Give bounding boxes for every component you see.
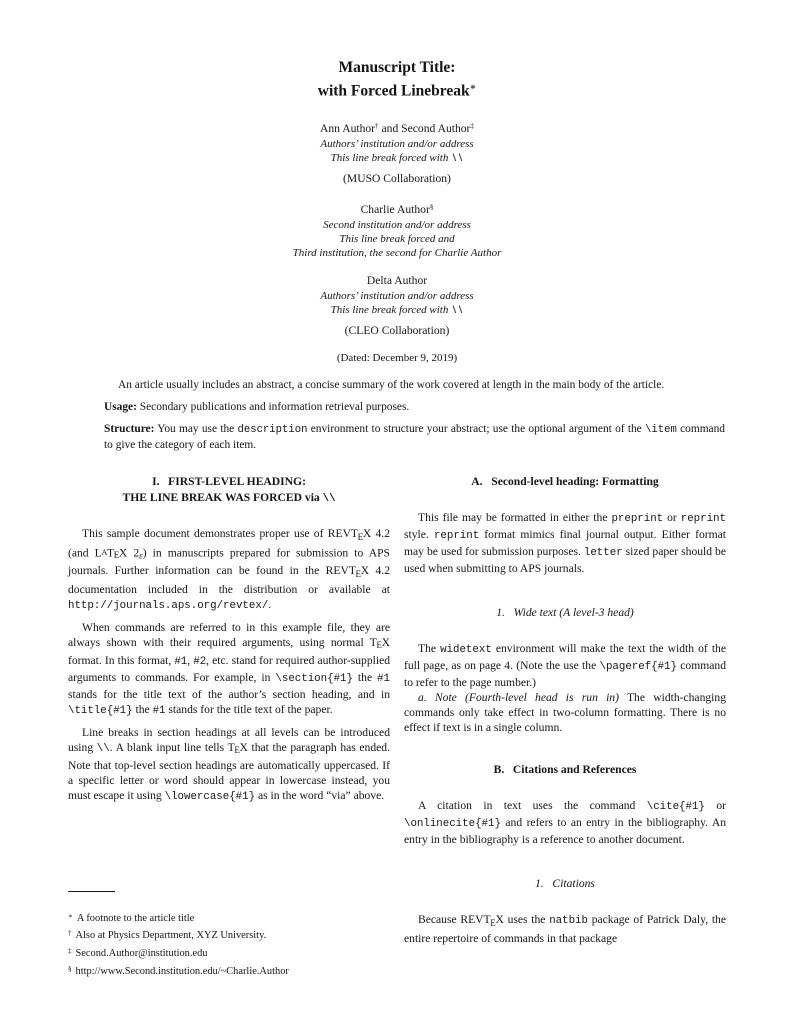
text-segment: \\: [96, 743, 110, 756]
text-segment: A. Second-level heading: Formatting: [471, 475, 659, 489]
text-segment: X format. In this format,: [68, 635, 390, 668]
text-segment: sized paper should be used when submitting to APS journals.: [404, 545, 726, 576]
text-segment: Second institution and/or address: [323, 219, 471, 232]
paragraph: [404, 798, 726, 847]
text-segment: Authors’ institution and/or address: [320, 290, 474, 303]
abstract-item: [104, 400, 725, 415]
text-segment: \\: [322, 493, 336, 506]
text-segment: #1: [377, 673, 390, 686]
footnote-entry: [68, 909, 390, 927]
author-group: [0, 273, 794, 338]
text-segment: Manuscript Title:: [338, 59, 456, 76]
text-segment: and refers to an entry in the bibliography. An entry in the bibliography is a reference to another document.: [404, 816, 726, 847]
text-segment: X 2: [118, 546, 140, 560]
collaboration-line: (CLEO Collaboration): [344, 324, 450, 338]
text-segment: \\: [451, 153, 464, 166]
text-segment: This file may be formatted in either the: [418, 511, 612, 525]
text-segment: #2: [193, 656, 207, 669]
text-segment: A: [101, 547, 108, 557]
text-segment: environment to structure your abstract; use the optional argument of the: [307, 423, 646, 436]
text-segment: ∗: [469, 82, 477, 93]
footnote-entry: [68, 944, 390, 962]
footnote-marker: ‡: [68, 946, 72, 955]
text-segment: ,: [187, 654, 194, 668]
paragraph: [68, 620, 390, 719]
text-segment: , etc. stand for required author-supplied arguments to commands. For example, in: [68, 654, 391, 685]
text-segment: X 4.2 (and L: [68, 527, 390, 560]
author-address-line: [0, 218, 794, 232]
text-segment: . A blank input line tells T: [109, 741, 235, 755]
abstract: [104, 378, 725, 453]
text-segment: style.: [404, 528, 434, 542]
footnote-marker: †: [68, 929, 72, 938]
text-segment: 1. Citations: [535, 877, 595, 891]
author-names: [0, 199, 794, 218]
text-segment: \onlinecite{#1}: [404, 818, 501, 831]
text-segment: stands for the title text of the author’s section heading, and in: [68, 688, 390, 702]
section-heading: [404, 474, 726, 490]
footnote-text: Second.Author@institution.edu: [75, 948, 208, 960]
footnote-rule: [68, 891, 115, 892]
text-segment: THE LINE BREAK WAS FORCED via: [122, 491, 323, 505]
author-group: [0, 118, 794, 186]
text-segment: Authors’ institution and/or address: [320, 138, 474, 151]
text-segment: E: [490, 917, 496, 928]
footnote-marker: §: [68, 964, 72, 973]
section-heading: [404, 876, 726, 892]
text-segment: \item: [645, 424, 677, 437]
title-line: [0, 78, 794, 101]
footnote-text: http://www.Second.institution.edu/~Charlie.Author: [75, 965, 289, 977]
paragraph: [68, 526, 390, 614]
text-segment: \section{#1}: [275, 673, 353, 686]
text-segment: Usage:: [104, 401, 137, 414]
text-segment: This line break forced and: [339, 233, 455, 246]
text-segment: E: [376, 640, 382, 651]
section-heading: [404, 762, 726, 778]
text-segment: X uses the: [495, 913, 550, 927]
text-segment: as in the word “via” above.: [255, 789, 385, 803]
text-segment: 1. Wide text (A level-3 head): [496, 606, 634, 620]
text-segment: Because REVT: [418, 913, 491, 927]
text-segment: This sample document demonstrates proper use of REVT: [82, 527, 359, 541]
collaboration-line: (MUSO Collaboration): [343, 172, 451, 186]
author-address-line: [0, 303, 794, 318]
text-segment: letter: [583, 547, 623, 560]
text-segment: X 4.2 documentation included in the distribution or available at: [68, 564, 390, 596]
footnote-entry: [68, 926, 390, 944]
text-segment: The width-changing commands only take effect in two-column formatting. There is no effect if text is in a single column.: [404, 691, 726, 735]
text-segment: a. Note (Fourth-level head is run in): [418, 691, 619, 705]
text-segment: or: [663, 511, 681, 525]
text-segment: This line break forced with: [330, 152, 452, 165]
text-segment: command to give the category of each item.: [104, 423, 725, 452]
text-segment: You may use the: [154, 423, 238, 436]
abstract-paragraph: [104, 378, 725, 393]
footnote-text: Also at Physics Department, XYZ University.: [75, 930, 267, 942]
text-segment: An article usually includes an abstract, a concise summary of the work covered at length in the main body of the article.: [118, 379, 665, 392]
paragraph: [404, 690, 726, 735]
text-segment: \pageref{#1}: [599, 661, 678, 674]
text-segment: http://journals.aps.org/revtex/: [68, 599, 269, 612]
text-segment: B. Citations and References: [493, 763, 637, 777]
footnotes: [68, 891, 390, 980]
text-segment: #1: [174, 656, 188, 669]
text-segment: †: [375, 122, 379, 131]
column-right: [404, 474, 726, 979]
text-segment: Line breaks in section headings at all levels can be introduced using: [68, 726, 390, 755]
text-segment: the: [352, 671, 378, 685]
text-segment: X that the paragraph has ended. Note that top-level section headings are automatically uppercased. If a specific letter or word should appear in lowercase instead, you must escape it using: [68, 741, 390, 803]
text-segment: description: [237, 424, 308, 437]
paragraph: [68, 725, 390, 805]
text-segment: E: [357, 531, 364, 542]
text-segment: \cite{#1}: [646, 801, 705, 814]
text-segment: command to refer to the page number.): [404, 659, 726, 690]
paper-title: [0, 58, 794, 101]
column-left: [68, 474, 390, 979]
text-segment: ) in manuscripts prepared for submission to APS journals. Further information can be found in the REVT: [68, 546, 390, 578]
text-segment: widetext: [440, 644, 492, 657]
text-segment: \title{#1}: [68, 705, 133, 718]
author-address-line: [0, 289, 794, 303]
text-segment: preprint: [611, 513, 664, 526]
text-segment: .: [268, 597, 272, 611]
text-segment: and Second Author: [378, 122, 471, 136]
author-group: [0, 199, 794, 260]
author-list: [0, 118, 794, 338]
text-segment: #1: [152, 705, 166, 718]
text-segment: E: [113, 550, 120, 561]
footnote-text: A footnote to the article title: [76, 912, 195, 924]
section-heading: [404, 605, 726, 621]
text-segment: reprint: [680, 513, 726, 526]
text-segment: Charlie Author: [360, 203, 430, 217]
author-names: [0, 118, 794, 137]
text-segment: Third institution, the second for Charlie Author: [292, 247, 502, 260]
heading-line: [404, 876, 726, 892]
author-address-line: [0, 246, 794, 260]
text-segment: ‡: [470, 122, 475, 131]
text-segment: the: [132, 703, 153, 717]
abstract-items: [104, 400, 725, 453]
text-segment: The: [418, 642, 441, 656]
title-line: [0, 58, 794, 78]
text-segment: stands for the title text of the paper.: [165, 703, 333, 717]
heading-line: [68, 474, 390, 490]
paragraph: [404, 510, 726, 576]
text-segment: This line break forced with: [330, 304, 452, 317]
text-segment: or: [704, 799, 726, 813]
footnote-marker: ∗: [68, 911, 73, 920]
text-segment: T: [106, 546, 115, 560]
text-segment: When commands are referred to in this example file, they are always shown with their required arguments, using normal T: [68, 620, 390, 649]
author-address-line: [0, 137, 794, 151]
author-address-line: [0, 232, 794, 246]
text-segment: package of Patrick Daly, the entire repertoire of commands in that package: [404, 913, 727, 945]
text-segment: \\: [451, 305, 464, 318]
body-columns: [68, 474, 726, 979]
heading-line: [404, 474, 726, 490]
text-segment: Structure:: [104, 423, 155, 436]
text-segment: I. FIRST-LEVEL HEADING:: [152, 475, 306, 489]
text-segment: E: [234, 745, 240, 756]
text-segment: environment will make the text the width of the full page, as on page 4. (Note the use the: [404, 642, 726, 673]
author-names: [0, 273, 794, 289]
heading-line: [68, 490, 390, 507]
dateline: (Dated: December 9, 2019): [336, 352, 458, 365]
paragraph: [404, 912, 726, 945]
text-segment: format mimics final journal output. Either format may be used for submission purposes.: [404, 528, 726, 559]
author-address-line: [0, 151, 794, 166]
paragraph: [404, 641, 726, 690]
text-segment: E: [355, 568, 362, 579]
text-segment: Secondary publications and information retrieval purposes.: [136, 401, 410, 414]
text-segment: reprint: [433, 530, 480, 543]
heading-line: [404, 762, 726, 778]
text-segment: §: [429, 203, 434, 212]
text-segment: ε: [139, 549, 143, 560]
section-heading: [68, 474, 390, 507]
text-segment: \lowercase{#1}: [164, 791, 256, 804]
text-segment: with Forced Linebreak: [317, 82, 470, 100]
text-segment: natbib: [549, 915, 588, 928]
heading-line: [404, 605, 726, 621]
footnote-entry: [68, 962, 390, 980]
abstract-item: [104, 422, 725, 453]
text-segment: Delta Author: [366, 274, 428, 288]
text-segment: A citation in text uses the command: [418, 799, 647, 813]
text-segment: Ann Author: [319, 122, 376, 136]
